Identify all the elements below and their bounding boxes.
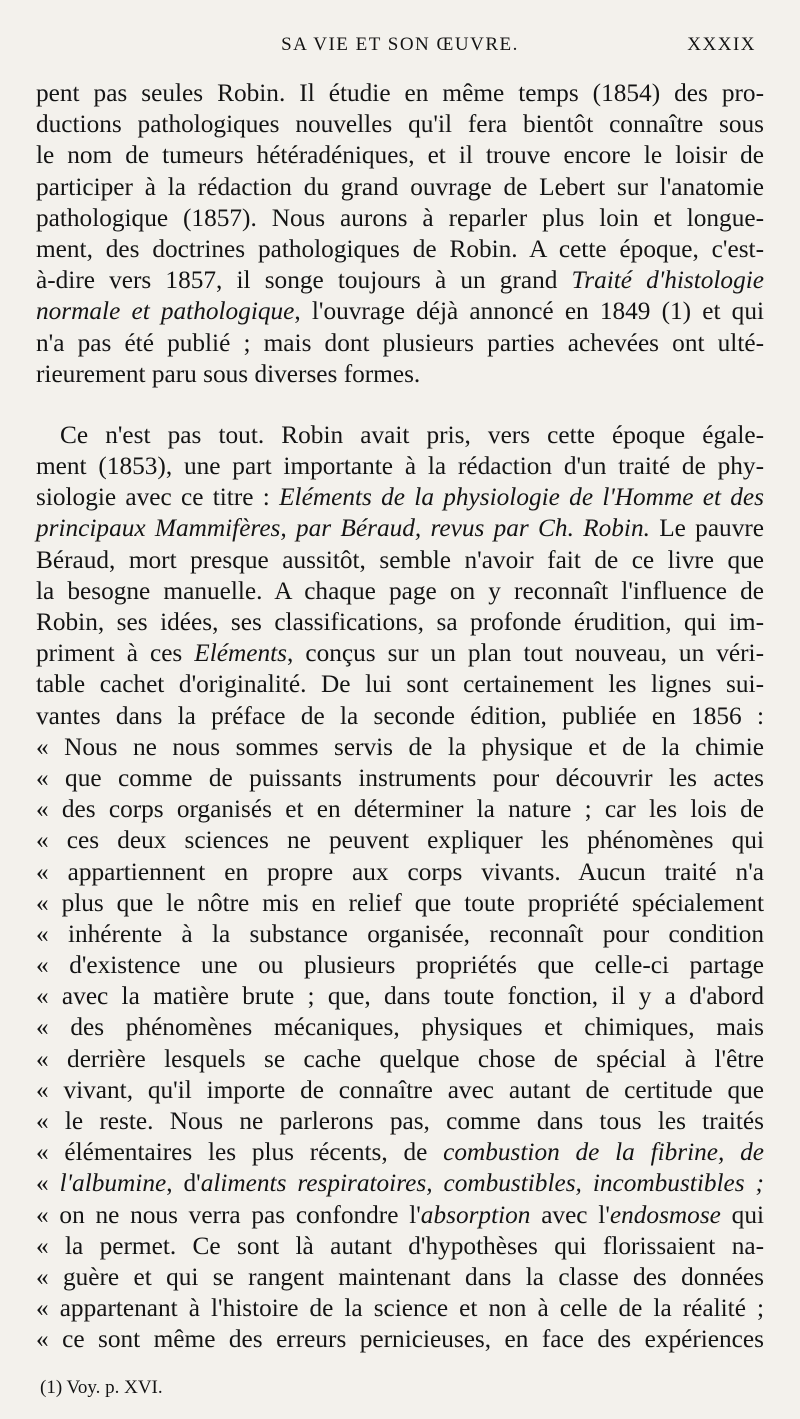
quote-line: « avec la matière brute ; que, dans toute fonction, il y a d'abord: [36, 982, 764, 1011]
italic-title: Eléments: [194, 639, 288, 668]
quote-line: « le reste. Nous ne parlerons pas, comme dans tous les traités: [36, 1107, 764, 1135]
text-line: [36, 296, 764, 327]
text-line: pent pas seules Robin. Il étudie en même temps (1854) des pro-: [36, 79, 764, 107]
quote-line: [36, 1200, 764, 1231]
text-run: , l'ouvrage déjà annoncé en 1849 (1) et qui: [294, 297, 764, 326]
text-run: qui: [720, 1200, 764, 1229]
quote-line: « des corps organisés et en déterminer la nature ; car les lois de: [36, 795, 764, 824]
italic-title: Traité d'histologie: [571, 266, 764, 295]
italic-title: principaux Mammifères, par Béraud, revus par Ch. Robin.: [36, 514, 650, 543]
italic-term: absorption: [420, 1200, 531, 1229]
text-line: pathologique (1857). Nous aurons à reparler plus loin et longue-: [36, 203, 764, 232]
footnote: (1) Voy. p. XVI.: [40, 1377, 163, 1398]
text-line: ment (1853), une part importante à la rédaction d'un traité de phy-: [36, 452, 764, 481]
text-run: , conçus sur un plan tout nouveau, un véri-: [287, 639, 765, 668]
quote-line: « la permet. Ce sont là autant d'hypothèses qui florissaient na-: [36, 1231, 764, 1260]
text-run: avec l': [530, 1200, 610, 1229]
italic-term: aliments respiratoires, combustibles, incombustibles ;: [200, 1169, 764, 1198]
text-line: le nom de tumeurs hétéradéniques, et il trouve encore le loisir de: [36, 141, 764, 170]
running-head: [0, 34, 800, 62]
text-run: «: [36, 1169, 60, 1198]
quote-line: « d'existence une ou plusieurs propriétés que celle-ci partage: [36, 951, 764, 980]
page-number: XXXIX: [687, 34, 756, 55]
quote-line: « Nous ne nous sommes servis de la physique et de la chimie: [36, 732, 764, 761]
text-line: [36, 265, 764, 296]
quote-line: « que comme de puissants instruments pour découvrir les actes: [36, 763, 764, 792]
quote-line: « inhérente à la substance organisée, reconnaît pour condition: [36, 919, 764, 948]
text-line: ductions pathologiques nouvelles qu'il fera bientôt connaître sous: [36, 110, 764, 139]
text-line: Béraud, mort presque aussitôt, semble n'avoir fait de ce livre que: [36, 545, 764, 574]
quote-line: « plus que le nôtre mis en relief que toute propriété spécialement: [36, 888, 764, 917]
running-title: SA VIE ET SON ŒUVRE.: [281, 34, 519, 55]
quote-line: [36, 1168, 764, 1199]
italic-term: combustion de la fibrine, de: [443, 1138, 764, 1167]
text-run: priment à ces: [36, 639, 195, 668]
quote-line: « des phénomènes mécaniques, physiques et chimiques, mais: [36, 1013, 764, 1042]
body-text: [36, 78, 764, 1356]
quote-line: « vivant, qu'il importe de connaître avec autant de certitude que: [36, 1075, 764, 1104]
text-line: Ce n'est pas tout. Robin avait pris, vers cette époque égale-: [60, 420, 764, 449]
text-line: participer à la rédaction du grand ouvrage de Lebert sur l'anatomie: [36, 172, 764, 201]
text-line: rieurement paru sous diverses formes.: [36, 359, 421, 388]
italic-term: endosmose: [609, 1200, 721, 1229]
text-line: Robin, ses idées, ses classifications, sa profonde érudition, qui im-: [36, 608, 764, 636]
text-line: la besogne manuelle. A chaque page on y reconnaît l'influence de: [36, 576, 764, 605]
text-run: siologie avec ce titre :: [36, 483, 280, 512]
text-run: Le pauvre: [649, 514, 765, 543]
italic-title: normale et pathologique: [36, 297, 295, 326]
text-line: ment, des doctrines pathologiques de Robin. A cette époque, c'est-: [36, 234, 764, 263]
text-line: vantes dans la préface de la seconde édition, publiée en 1856 :: [36, 701, 764, 730]
quote-line: « appartiennent en propre aux corps vivants. Aucun traité n'a: [36, 857, 764, 886]
italic-title: Eléments de la physiologie de l'Homme et des: [279, 483, 765, 512]
text-line: [36, 513, 764, 544]
quote-line: « derrière lesquels se cache quelque chose de spécial à l'être: [36, 1044, 764, 1073]
quote-line: « appartenant à l'histoire de la science et non à celle de la réalité ;: [36, 1294, 764, 1323]
text-run: à-dire vers 1857, il songe toujours à un grand: [36, 266, 558, 295]
quote-line: « ce sont même des erreurs pernicieuses, en face des expériences: [36, 1325, 764, 1354]
paragraph-gap: [36, 390, 764, 420]
quote-line: « ces deux sciences ne peuvent expliquer les phénomènes qui: [36, 826, 764, 855]
quote-line: « guère et qui se rangent maintenant dans la classe des données: [36, 1262, 764, 1291]
text-run: « on ne nous verra pas confondre l': [36, 1200, 421, 1229]
text-line: [36, 482, 764, 513]
text-line: [36, 638, 764, 669]
text-run: , d': [166, 1169, 201, 1198]
text-line: n'a pas été publié ; mais dont plusieurs parties achevées ont ulté-: [36, 328, 764, 357]
text-line: table cachet d'originalité. De lui sont certainement les lignes sui-: [36, 670, 764, 699]
quote-line: [36, 1137, 764, 1168]
italic-term: l'albumine: [59, 1169, 167, 1198]
text-run: « élémentaires les plus récents, de: [36, 1138, 444, 1167]
